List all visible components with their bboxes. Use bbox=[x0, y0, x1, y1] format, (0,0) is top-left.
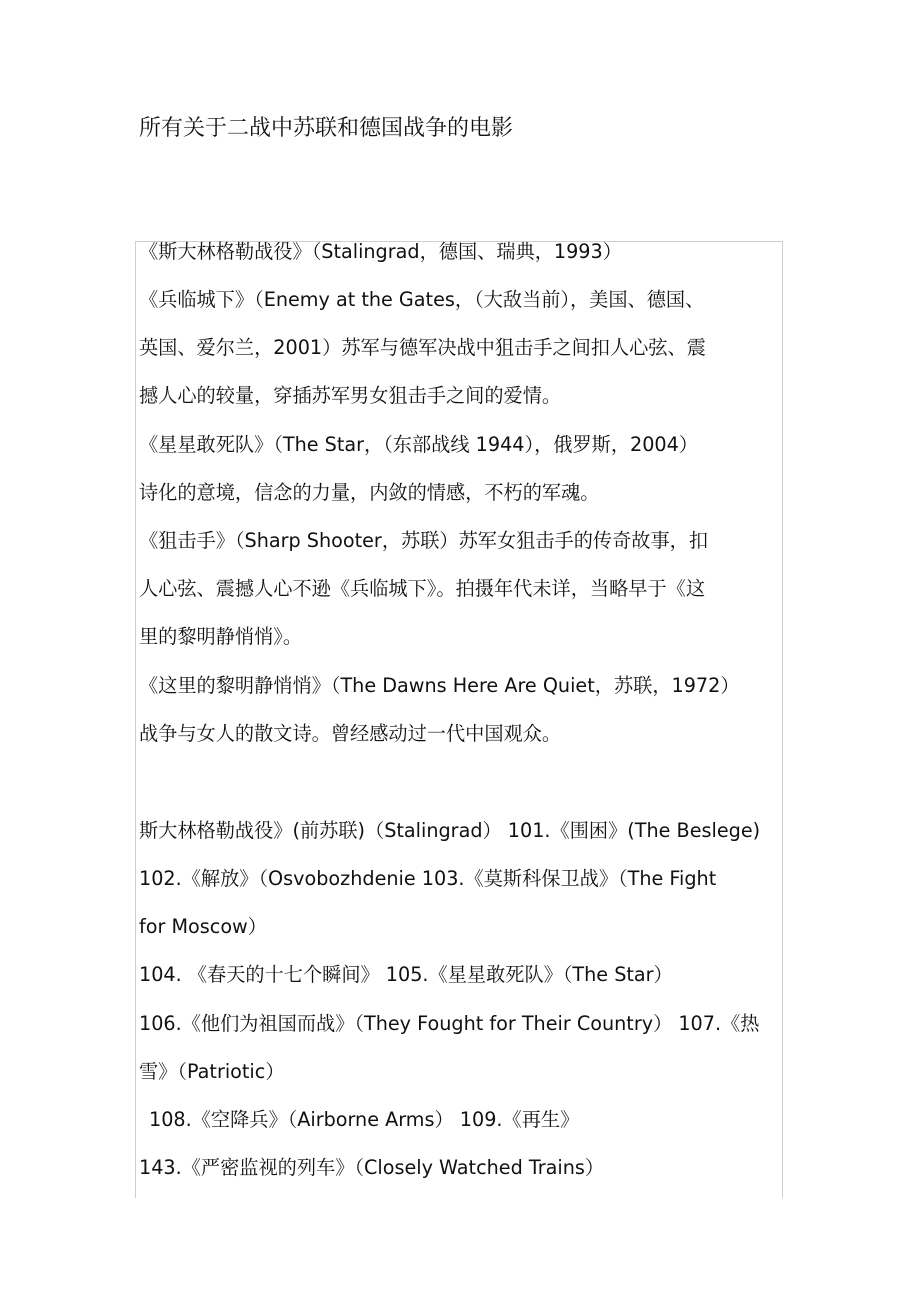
text-line: 斯大林格勒战役》(前苏联)（Stalingrad） 101.《围困》(The Beslege) bbox=[139, 819, 761, 842]
text-line: 《这里的黎明静悄悄》（The Dawns Here Are Quiet，苏联，1972） bbox=[139, 674, 740, 697]
text-line: 《星星敢死队》（The Star，（东部战线 1944），俄罗斯，2004） bbox=[139, 433, 699, 456]
text-line: 里的黎明静悄悄》。 bbox=[139, 625, 303, 648]
text-line: 104. 《春天的十七个瞬间》 105.《星星敢死队》（The Star） bbox=[139, 963, 673, 986]
text-line: 102.《解放》（Osvobozhdenie 103.《莫斯科保卫战》（The Fight bbox=[139, 867, 717, 890]
text-line: 英国、爱尔兰，2001）苏军与德军决战中狙击手之间扣人心弦、震 bbox=[139, 336, 706, 359]
text-line: 诗化的意境，信念的力量，内敛的情感，不朽的军魂。 bbox=[139, 481, 600, 504]
text-line: 雪》（Patriotic） bbox=[139, 1060, 285, 1083]
text-line: 人心弦、震撼人心不逊《兵临城下》。拍摄年代未详，当略早于《这 bbox=[139, 577, 706, 600]
text-line: 《兵临城下》（Enemy at the Gates，（大敌当前），美国、德国、 bbox=[139, 288, 705, 311]
text-line: 撼人心的较量，穿插苏军男女狙击手之间的爱情。 bbox=[139, 384, 562, 407]
text-line: 《斯大林格勒战役》（Stalingrad，德国、瑞典，1993） bbox=[139, 240, 622, 263]
text-line: 《狙击手》（Sharp Shooter，苏联）苏军女狙击手的传奇故事，扣 bbox=[139, 529, 709, 552]
page-title: 所有关于二战中苏联和德国战争的电影 bbox=[139, 116, 514, 141]
text-line: 106.《他们为祖国而战》（They Fought for Their Country） 107.《热 bbox=[139, 1012, 760, 1035]
text-line: 108.《空降兵》（Airborne Arms） 109.《再生》 bbox=[149, 1108, 580, 1131]
text-line: 143.《严密监视的列车》（Closely Watched Trains） bbox=[139, 1156, 605, 1179]
text-line: for Moscow） bbox=[139, 915, 267, 938]
text-line: 战争与女人的散文诗。曾经感动过一代中国观众。 bbox=[139, 722, 562, 745]
